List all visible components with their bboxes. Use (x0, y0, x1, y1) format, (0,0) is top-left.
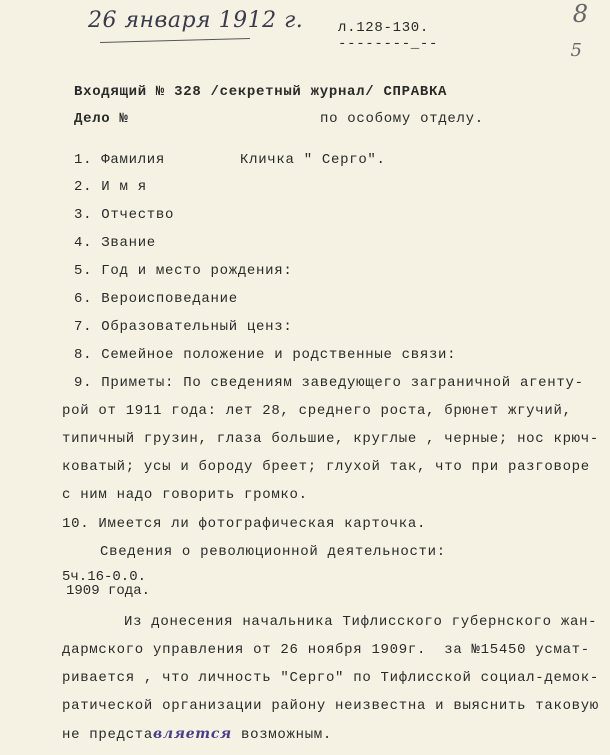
item-9-line: коватый; усы и бороду бреет; глухой так, что при разговоре (62, 459, 590, 475)
item-9-line: типичный грузин, глаза большие, круглые , черные; нос крюч- (62, 431, 599, 447)
handwritten-correction: вляется (153, 726, 232, 742)
reference-code: 5ч.16-0.0. (62, 569, 147, 585)
handwritten-date: 26 января 1912 г. (88, 8, 304, 33)
item-10: 10. Имеется ли фотографическая карточка. (62, 516, 427, 532)
department: по особому отделу. (320, 111, 484, 127)
item-8: 8. Семейное положение и родственные связи: (74, 347, 457, 363)
item-5: 5. Год и место рождения: (74, 263, 293, 279)
sheet-underline: --------_-- (338, 36, 439, 52)
case-label: Дело № (74, 111, 129, 127)
report-line: ратической организации району неизвестна и выяснить таковую (62, 698, 599, 714)
item-2: 2. И м я (74, 179, 147, 195)
incoming-line: Входящий № 328 /секретный журнал/ СПРАВКА (74, 84, 448, 100)
item-1: 1. Фамилия (74, 152, 166, 168)
item-9-line: рой от 1911 года: лет 28, среднего роста, брюнет жгучий, (62, 403, 572, 419)
year: 1909 года. (66, 583, 151, 599)
item-6: 6. Вероисповедание (74, 291, 238, 307)
item-9-line: с ним надо говорить громко. (62, 487, 308, 503)
date-underline (100, 38, 250, 43)
item-9-line: 9. Приметы: По сведениям заведующего заграничной агенту- (74, 375, 584, 391)
sheet-reference: л.128-130. (338, 20, 430, 36)
report-line: ривается , что личность "Серго" по Тифлисской социал-демок- (62, 670, 599, 686)
report-text: возможным. (231, 727, 333, 743)
page-number-bottom: 5 (570, 40, 582, 61)
item-1-value: Кличка " Серго". (240, 152, 386, 168)
report-line: Из донесения начальника Тифлисского губернского жан- (124, 614, 598, 630)
item-4: 4. Звание (74, 235, 156, 251)
report-line: дармского управления от 26 ноября 1909г. за №15450 усмат- (62, 642, 590, 658)
page-number-top: 8 (572, 0, 588, 28)
item-7: 7. Образовательный ценз: (74, 319, 293, 335)
report-text: не предста (62, 727, 154, 743)
report-last-line (62, 726, 332, 743)
item-3: 3. Отчество (74, 207, 175, 223)
section-title: Сведения о революционной деятельности: (100, 544, 446, 560)
